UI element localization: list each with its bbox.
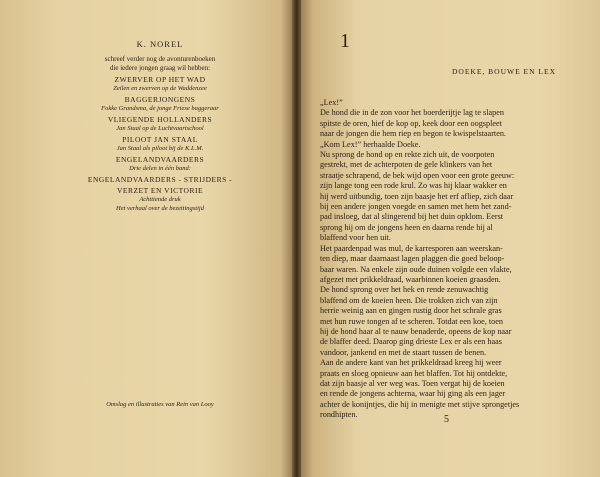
- intro-line: schreef verder nog de avonturenboeken: [104, 55, 216, 63]
- text-line: straatje schrapend, de bek wijd open voor een grote geeuw:: [320, 170, 515, 180]
- text-line: Nu sprong de hond op en rekte zich uit, de voorpoten: [320, 150, 495, 160]
- book-title: PILOOT JAN STAAL: [122, 135, 198, 144]
- text-line: afgezet met prikkeldraad, waarbinnen koeien graasden.: [320, 274, 501, 284]
- body-paragraph: [320, 98, 570, 150]
- text-line: en rende de jongens achterna, waar hij ging als een jager: [320, 389, 506, 399]
- text-line: bij een andere jongen voegde en samen met hem het zand-: [320, 202, 512, 212]
- text-line: de blaffer deed. Daarop ging drieste Lex er als een haas: [320, 337, 502, 347]
- text-line: baar waren. Na enkele zijn oude duinen volgde een vlakte,: [320, 264, 512, 274]
- text-line: praats en sloeg opnieuw aan het blaffen. Tot hij ontdekte,: [320, 368, 508, 378]
- book-title: BAGGERJONGENS: [124, 95, 196, 104]
- running-head: DOEKE, BOUWE EN LEX: [452, 67, 556, 76]
- text-line: sprong hij om de jongens heen en daarna rende hij al: [320, 222, 493, 232]
- text-line: Aan de andere kant van het prikkeldraad kreeg hij weer: [320, 358, 502, 368]
- text-line: dat zijn baasje al ver weg was. Toen vergat hij de koeien: [320, 378, 505, 388]
- text-line: hij werd uitbundig, toen zijn baasje het erf afliep, zich daar: [320, 191, 514, 201]
- chapter-body: [320, 98, 570, 421]
- illustration-credit: Omslag en illustraties van Rein van Looy: [106, 401, 214, 408]
- edition-note: Achttiende druk: [139, 196, 181, 203]
- body-paragraph: [320, 285, 570, 358]
- text-line: vandoor, jankend en met de staart tussen de benen.: [320, 347, 487, 357]
- book-subtitle: Zeilen en zwerven op de Waddenzee: [113, 85, 207, 92]
- text-line: achter de konijntjes, die hij in menigte met stijve sprongetjes: [320, 399, 520, 409]
- book-title: VLIEGENDE HOLLANDERS: [107, 115, 213, 124]
- edition-subtitle: Het verhaal over de bezettingstijd: [116, 205, 204, 212]
- page-number: 5: [444, 414, 449, 425]
- book-subtitle: Jan Staal als piloot bij de K.L.M.: [116, 145, 204, 152]
- other-works-list: [60, 40, 260, 213]
- chapter-number: 1: [340, 30, 350, 52]
- text-line: pad insloeg, dat al slingerend bij het duin opklom. Eerst: [320, 212, 504, 222]
- text-line: rondhipten.: [320, 410, 358, 420]
- text-line: gestrekt, met de achterpoten de gele klinkers van het: [320, 160, 493, 170]
- book-subtitle: Drie delen in één band:: [129, 165, 191, 172]
- text-line: met hun ruwe tongen af te scheren. Totdat een koe, toen: [320, 316, 503, 326]
- text-line: zijn lange tong een rode krul. Zo was hij klaar wakker en: [320, 181, 507, 191]
- text-line: Het paardenpad was mul, de karresporen aan weerskan-: [320, 243, 503, 253]
- book-gutter: [292, 0, 301, 477]
- text-line: naar de jongen die hem riep en begon te kwispelstaarten.: [320, 129, 506, 139]
- text-line: herrie weinig aan en gingen rustig door het schrale gras: [320, 306, 502, 316]
- book-subtitle: Jan Staal op de Luchtvaartschool: [116, 125, 204, 132]
- text-line: blaffend om de koeien heen. Die trokken zich van zijn: [320, 295, 498, 305]
- body-paragraph: [320, 244, 570, 286]
- author-name: K. NOREL: [136, 39, 184, 49]
- text-line: hij de hond haar al te nauw benaderde, opeens de kop naar: [320, 326, 512, 336]
- trilogy-line: VERZET EN VICTORIE: [116, 186, 204, 195]
- body-paragraph: [320, 358, 570, 420]
- text-line: „Lex!”: [320, 98, 343, 107]
- text-line: De hond die in de zon voor het boerderijtje lag te slapen: [320, 108, 504, 118]
- text-line: ten diep, maar daarnaast lagen plaggen die goed beloop-: [320, 254, 505, 264]
- text-line: „Kom Lex!” herhaalde Doeke.: [320, 139, 421, 149]
- trilogy-line: ENGELANDVAARDERS - STRIJDERS -: [87, 175, 233, 184]
- body-paragraph: [320, 150, 570, 244]
- text-line: De hond sprong over het hek en rende zenuwachtig: [320, 285, 489, 295]
- text-line: spitste de oren, hief de kop op, keek door een oogspleet: [320, 118, 502, 128]
- book-title: ENGELANDVAARDERS: [115, 155, 205, 164]
- book-title: ZWERVER OP HET WAD: [114, 75, 206, 84]
- intro-line: die iedere jongen graag wil hebben:: [109, 64, 211, 72]
- text-line: blaffend voor hen uit.: [320, 233, 391, 243]
- book-subtitle: Fokke Grandsma, de jonge Friese baggeraar: [101, 105, 219, 112]
